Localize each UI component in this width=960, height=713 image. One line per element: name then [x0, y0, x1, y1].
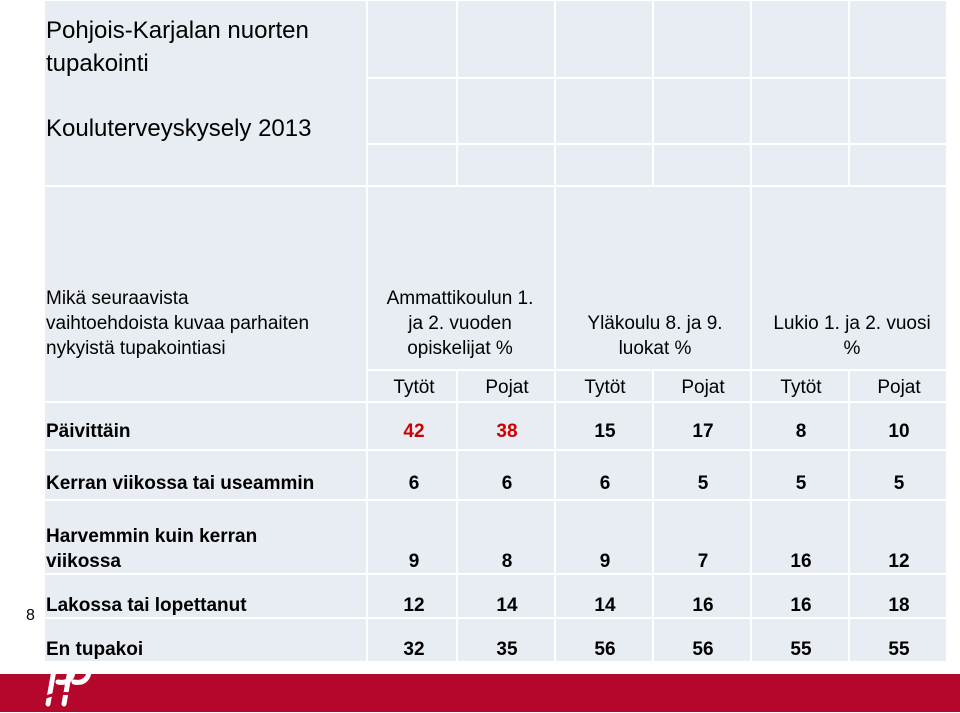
table-cell-bg — [556, 145, 652, 185]
value-cell: 35 — [496, 639, 518, 660]
question-line3: nykyistä tupakointiasi — [46, 338, 226, 359]
value-cell: 17 — [692, 421, 714, 442]
page-number: 8 — [26, 607, 35, 624]
value-cell: 32 — [403, 639, 425, 660]
footer-bar — [0, 674, 960, 712]
table-cell-bg — [556, 79, 652, 143]
value-cell: 55 — [790, 639, 812, 660]
value-cell: 14 — [496, 595, 518, 616]
value-cell: 18 — [888, 595, 910, 616]
value-cell: 6 — [408, 473, 420, 494]
group-header-ammattikoulu-line1: Ammattikoulun 1. — [386, 288, 534, 309]
row-label: Kerran viikossa tai useammin — [46, 473, 315, 494]
table-cell-bg — [850, 1, 946, 77]
row-label: En tupakoi — [46, 639, 144, 660]
value-cell: 5 — [795, 473, 807, 494]
slide-title-line1: Pohjois-Karjalan nuorten — [46, 17, 309, 44]
group-header-ylakoulu-line2: luokat % — [618, 338, 692, 359]
group-header-ylakoulu-line1: Yläkoulu 8. ja 9. — [587, 313, 723, 334]
subheader-cell: Pojat — [681, 377, 725, 398]
value-cell: 16 — [790, 551, 812, 572]
value-cell: 56 — [594, 639, 616, 660]
question-line1: Mikä seuraavista — [46, 288, 189, 309]
value-cell: 8 — [501, 551, 513, 572]
value-cell: 56 — [692, 639, 714, 660]
table-cell-bg — [368, 145, 456, 185]
table-cell-bg — [752, 79, 848, 143]
value-cell: 8 — [795, 421, 807, 442]
row-label-line2: viikossa — [46, 551, 121, 572]
table-cell-bg — [368, 79, 456, 143]
group-header-lukio-line1: Lukio 1. ja 2. vuosi — [773, 313, 931, 334]
table-cell-bg — [654, 145, 750, 185]
subheader-cell: Tytöt — [393, 377, 435, 398]
table-cell-bg — [458, 145, 554, 185]
table-cell-bg — [752, 1, 848, 77]
value-cell: 9 — [599, 551, 611, 572]
slide-title-line2: tupakointi — [46, 50, 149, 77]
value-cell: 16 — [692, 595, 714, 616]
value-cell: 42 — [403, 421, 425, 442]
subheader-cell: Tytöt — [780, 377, 822, 398]
group-header-ammattikoulu-line2: ja 2. vuoden — [408, 313, 512, 334]
value-cell: 14 — [594, 595, 616, 616]
value-cell: 16 — [790, 595, 812, 616]
table-cell-bg — [654, 1, 750, 77]
table-cell-bg — [850, 145, 946, 185]
subheader-cell: Tytöt — [584, 377, 626, 398]
subheader-cell: Pojat — [485, 377, 529, 398]
value-cell: 5 — [697, 473, 709, 494]
value-cell: 10 — [888, 421, 910, 442]
slide-subtitle: Kouluterveyskysely 2013 — [46, 115, 312, 142]
value-cell: 12 — [888, 551, 910, 572]
table-cell-bg — [368, 1, 456, 77]
question-line2: vaihtoehdoista kuvaa parhaiten — [46, 313, 310, 334]
row-label-line1: Harvemmin kuin kerran — [46, 526, 258, 547]
group-header-ammattikoulu-line3: opiskelijat % — [407, 338, 513, 359]
table-cell-bg — [654, 79, 750, 143]
value-cell: 38 — [496, 421, 518, 442]
subheader-cell: Pojat — [877, 377, 921, 398]
value-cell: 15 — [594, 421, 616, 442]
value-cell: 55 — [888, 639, 910, 660]
table-cell-bg — [458, 1, 554, 77]
value-cell: 12 — [403, 595, 425, 616]
value-cell: 5 — [893, 473, 905, 494]
table-cell-bg — [752, 145, 848, 185]
group-header-lukio-line2: % — [843, 338, 861, 359]
value-cell: 6 — [501, 473, 513, 494]
table-cell-bg — [458, 79, 554, 143]
value-cell: 9 — [408, 551, 420, 572]
table-cell-bg — [556, 1, 652, 77]
value-cell: 7 — [697, 551, 709, 572]
row-label: Lakossa tai lopettanut — [46, 595, 247, 616]
row-label: Päivittäin — [46, 421, 131, 442]
pp-logo-icon — [36, 660, 96, 708]
value-cell: 6 — [599, 473, 611, 494]
table-cell-bg — [850, 79, 946, 143]
